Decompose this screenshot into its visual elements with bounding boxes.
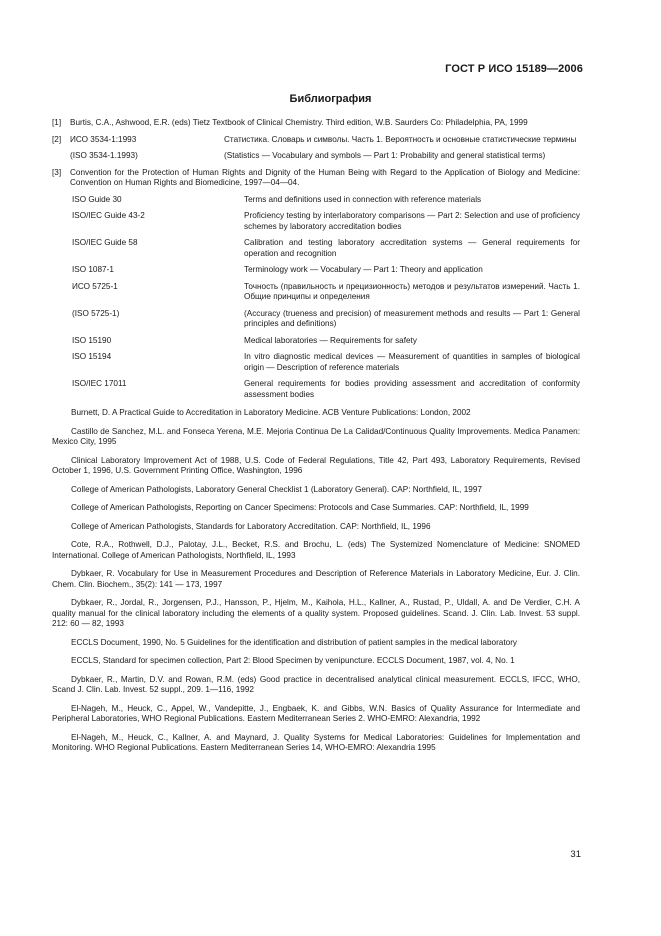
standard-title: Terminology work — Vocabulary — Part 1: Theory and application [244,265,483,274]
reference-number: [2] [52,134,62,144]
reference-code: (ISO 3534-1.1993) [70,151,138,160]
bibliography-paragraph: College of American Pathologists, Standards for Laboratory Accreditation. CAP: Northfield, IL, 1996 [71,521,431,531]
reference-entry [52,135,580,146]
reference-text: Burtis, C.A., Ashwood, E.R. (eds) Tietz Textbook of Clinical Chemistry. Third edition, W.B. Saurders Co: Philadelphia, PA, 1999 [70,118,528,127]
standard-code: (ISO 5725-1) [72,308,120,318]
standard-row [72,265,580,276]
standard-code: ISO/IEC Guide 43-2 [72,211,145,220]
bibliography-body [52,118,580,754]
standard-title: Calibration and testing laboratory accreditation systems — General requirements for operation and recognition [244,238,580,258]
standard-code: ISO/IEC Guide 58 [72,238,138,247]
bibliography-paragraph: College of American Pathologists, Reporting on Cancer Specimens: Protocols and Case Summaries. CAP: Northfield, IL, 1999 [71,503,529,512]
standard-row [72,379,580,400]
standard-title: (Accuracy (trueness and precision) of measurement methods and results — Part 1: General principles and definitions) [244,308,580,328]
reference-number: [3] [52,167,62,177]
bibliography-paragraph: Dybkaer, R., Jordal, R., Jorgensen, P.J., Hansson, P., Hjelm, M., Kaihola, H.L., Kallner, A., Rustad, P., Uldall, A. and De Verdier, C.H. A quality manual for the clinical laboratory including the elements of a quality system. Proposed guidelines. Scand. J. Clin. Lab. Invest. 53 suppl. 212: 60 — 82, 1993 [52,598,580,628]
bibliography-paragraph: Dybkaer, R. Vocabulary for Use in Measurement Procedures and Description of Reference Materials in Laboratory Medicine, Eur. J. Clin. Chem. Clin. Biochem., 35(2): 141 — 173, 1997 [52,569,580,589]
bibliography-paragraph: Cote, R.A., Rothwell, D.J., Palotay, J.L., Becket, R.S. and Brochu, L. (eds) The Systemized Nomenclature of Medicine: SNOMED International. College of American Pathologists, Northfield, IL, 1993 [52,540,580,560]
standard-title: Proficiency testing by interlaboratory comparisons — Part 2: Selection and use of proficiency schemes by laboratory accreditation bodies [244,211,580,231]
page-number: 31 [570,849,581,860]
reference-entry [52,151,580,162]
standard-title: General requirements for bodies providing assessment and accreditation of conformity assessment bodies [244,379,580,399]
standard-title: Точность (правильность и прецизионность) методов и результатов измерений. Часть 1. Общие принципы и определения [244,281,580,301]
bibliography-paragraph: ECCLS, Standard for specimen collection, Part 2: Blood Specimen by venipuncture. ECCLS Document, 1987, vol. 4, No. 1 [71,656,515,665]
bibliography-paragraph: Clinical Laboratory Improvement Act of 1988, U.S. Code of Federal Regulations, Title 42, Part 493, Laboratory Requirements, Revised October 1, 1996, U.S. Government Printing Office, Washington, 1996 [52,455,580,475]
reference-number: [1] [52,118,62,127]
reference-code: ИСО 3534-1:1993 [70,134,137,144]
standard-title: In vitro diagnostic medical devices — Measurement of quantities in samples of biological origin — Description of reference materials [244,352,580,372]
bibliography-paragraph: Dybkaer, R., Martin, D.V. and Rowan, R.M. (eds) Good practice in decentralised analytical clinical measurement. ECCLS, IFCC, WHO, Scand J. Clin. Lab. Invest. 52 suppl., 209. 1—116, 1992 [52,674,580,694]
bibliography-paragraph: Burnett, D. A Practical Guide to Accreditation in Laboratory Medicine. ACB Venture Publications: London, 2002 [71,408,471,417]
bibliography-title: Библиография [289,93,372,105]
reference-text: Статистика. Словарь и символы. Часть 1. Вероятность и основные статистические термины [224,134,577,144]
standard-row [72,309,580,330]
bibliography-paragraph: ECCLS Document, 1990, No. 5 Guidelines for the identification and distribution of patient samples in the medical laboratory [71,637,518,647]
standard-title: Terms and definitions used in connection with reference materials [244,194,482,204]
standard-row [72,195,580,206]
bibliography-paragraph: El-Nageh, M., Heuck, C., Appel, W., Vandepitte, J., Engbaek, K. and Gibbs, W.N. Basics of Quality Assurance for Intermediate and Peripheral Laboratories, WHO Regional Publications. Eastern Mediterranean Series 2. WHO-EMRO: Alexandria, 1992 [52,703,580,723]
standard-code: ISO 15194 [72,352,112,361]
standard-row [72,282,580,303]
standard-code: ISO Guide 30 [72,194,122,204]
reference-entry [52,118,580,129]
reference-text: Convention for the Protection of Human Rights and Dignity of the Human Being with Regard to the Application of Biology and Medicine: Convention on Human Rights and Biomedicine, 1997—04—04. [70,167,580,187]
bibliography-paragraph: El-Nageh, M., Heuck, C., Kallner, A. and Maynard, J. Quality Systems for Medical Laboratories: Guidelines for Implementation and Monitoring. WHO Regional Publications. Eastern Mediterranean Series 14, WHO-EMRO: Alexandria 1995 [52,732,580,752]
document-id-header: ГОСТ Р ИСО 15189—2006 [445,63,583,75]
standard-code: ISO 1087-1 [72,265,114,274]
standard-title: Medical laboratories — Requirements for safety [244,335,417,345]
standard-row [72,336,580,347]
standard-code: ISO/IEC 17011 [72,379,127,388]
standard-code: ISO 15190 [72,335,112,345]
reference-entry [52,168,580,189]
standard-code: ИСО 5725-1 [72,281,118,291]
standard-row [72,352,580,373]
bibliography-paragraph: Castillo de Sanchez, M.L. and Fonseca Yerena, M.E. Mejoria Continua De La Calidad/Continuous Quality Improvements. Medica Panamen: Mexico City, 1995 [52,426,580,446]
reference-text: (Statistics — Vocabulary and symbols — Part 1: Probability and general statistical terms) [224,151,546,160]
bibliography-paragraph: College of American Pathologists, Laboratory General Checklist 1 (Laboratory General). CAP: Northfield, IL, 1997 [71,484,482,494]
standard-row [72,211,580,232]
standard-row [72,238,580,259]
